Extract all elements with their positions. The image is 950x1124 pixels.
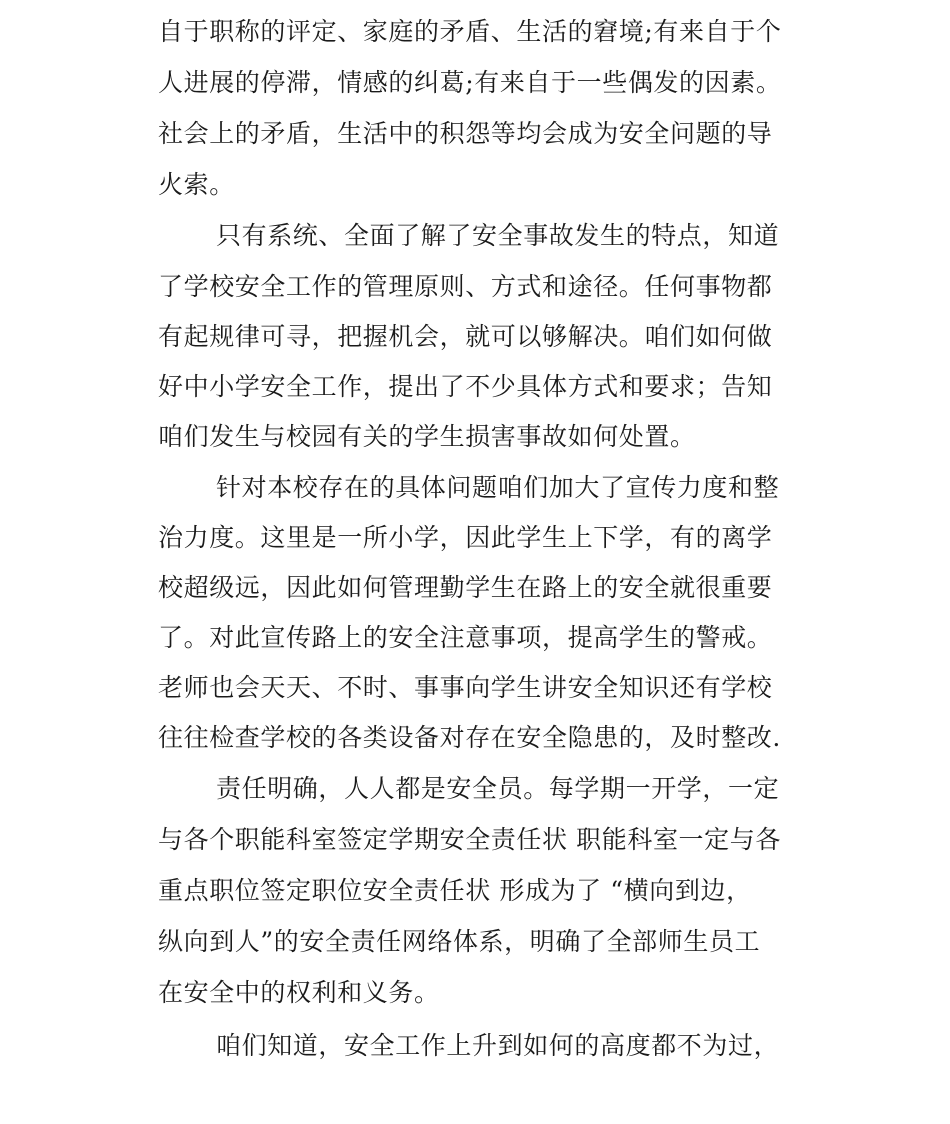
text-line: 好中小学安全工作，提出了不少具体方式和要求；告知 (158, 372, 773, 401)
text-line: 老师也会天天、不时、事事向学生讲安全知识还有学校 (158, 673, 773, 702)
text-line: 纵向到人”的安全责任网络体系，明确了全部师生员工 (158, 927, 761, 956)
text-line: 了。对此宣传路上的安全注意事项，提高学生的警戒。 (158, 623, 773, 652)
paragraph-first-line: 咱们知道，安全工作上升到如何的高度都不为过， (216, 1031, 780, 1060)
paragraph-first-line: 只有系统、全面了解了安全事故发生的特点，知道 (216, 221, 780, 250)
text-line: 在安全中的权利和义务。 (158, 978, 440, 1007)
text-line: 有起规律可寻，把握机会，就可以够解决。咱们如何做 (158, 322, 773, 351)
paragraph-first-line: 针对本校存在的具体问题咱们加大了宣传力度和整 (216, 473, 780, 502)
text-line: 重点职位签定职位安全责任状 形成为了 “横向到边， (158, 876, 752, 905)
text-line: 社会上的矛盾，生活中的积怨等均会成为安全问题的导 (158, 119, 773, 148)
text-line: 自于职称的评定、家庭的矛盾、生活的窘境;有来自于个 (158, 17, 782, 46)
text-line: 了学校安全工作的管理原则、方式和途径。任何事物都 (158, 272, 773, 301)
text-line: 人进展的停滞，情感的纠葛;有来自于一些偶发的因素。 (158, 68, 782, 97)
text-line: 往往检查学校的各类设备对存在安全隐患的，及时整改. (158, 723, 781, 752)
paragraph-first-line: 责任明确，人人都是安全员。每学期一开学，一定 (216, 774, 780, 803)
text-line: 校超级远，因此如何管理勤学生在路上的安全就很重要 (158, 573, 773, 602)
text-line: 咱们发生与校园有关的学生损害事故如何处置。 (158, 422, 696, 451)
text-line: 与各个职能科室签定学期安全责任状 职能科室一定与各 (158, 825, 781, 854)
text-line: 治力度。这里是一所小学，因此学生上下学，有的离学 (158, 523, 773, 552)
text-line: 火索。 (158, 170, 235, 199)
